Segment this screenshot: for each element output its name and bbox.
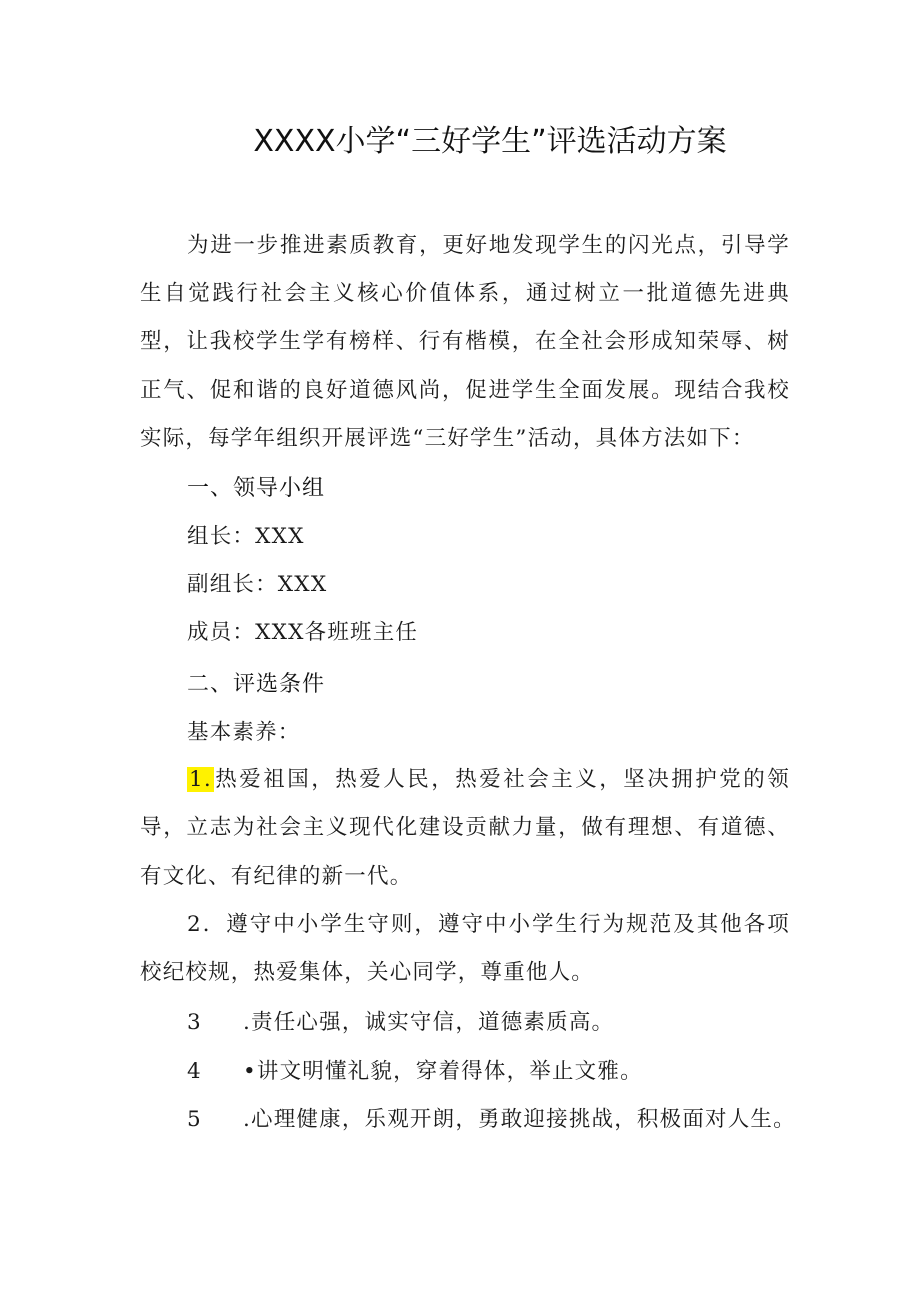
highlighted-number: 1. xyxy=(189,767,212,792)
section-heading-criteria: 二、评选条件 xyxy=(187,672,326,697)
intro-paragraph: 为进一步推进素质教育，更好地发现学生的闪光点，引导学生自觉践行社会主义核心价值体系，通过树立一批道德先进典型，让我校学生学有榜样、行有楷模，在全社会形成知荣辱、树正气、促和谐的良好道德风尚，促进学生全面发展。现结合我校实际，每学年组织开展评选“三好学生”活动，具体方法如下： xyxy=(140,233,790,451)
criteria-item-5 xyxy=(187,1105,796,1135)
criteria-item-3-text: .责任心强，诚实守信，道德素质高。 xyxy=(243,1010,615,1035)
criteria-item-3 xyxy=(187,1008,614,1038)
members-line: 成员：XXX各班班主任 xyxy=(187,620,419,645)
criteria-item-4-text: •讲文明懂礼貌，穿着得体，举止文雅。 xyxy=(243,1059,643,1084)
document-title: XXXX小学“三好学生”评选活动方案 xyxy=(253,124,727,159)
criteria-item-2: 2．遵守中小学生守则，遵守中小学生行为规范及其他各项校纪校规，热爱集体，关心同学，尊重他人。 xyxy=(140,912,790,986)
criteria-item-1-text: 热爱祖国，热爱人民，热爱社会主义，坚决拥护党的领导，立志为社会主义现代化建设贡献力量，做有理想、有道德、有文化、有纪律的新一代。 xyxy=(140,767,790,889)
criteria-item-1 xyxy=(140,756,790,901)
section-heading-leadership: 一、领导小组 xyxy=(187,476,326,501)
leader-line: 组长：XXX xyxy=(187,524,305,549)
criteria-item-5-number: 5 xyxy=(187,1107,202,1132)
basic-qualities-label: 基本素养： xyxy=(187,720,301,745)
criteria-item-3-number: 3 xyxy=(187,1010,202,1035)
vice-leader-line: 副组长：XXX xyxy=(187,572,328,597)
criteria-item-4 xyxy=(187,1057,643,1087)
criteria-item-5-text: .心理健康，乐观开朗，勇敢迎接挑战，积极面对人生。 xyxy=(243,1107,796,1132)
criteria-item-4-number: 4 xyxy=(187,1059,202,1084)
